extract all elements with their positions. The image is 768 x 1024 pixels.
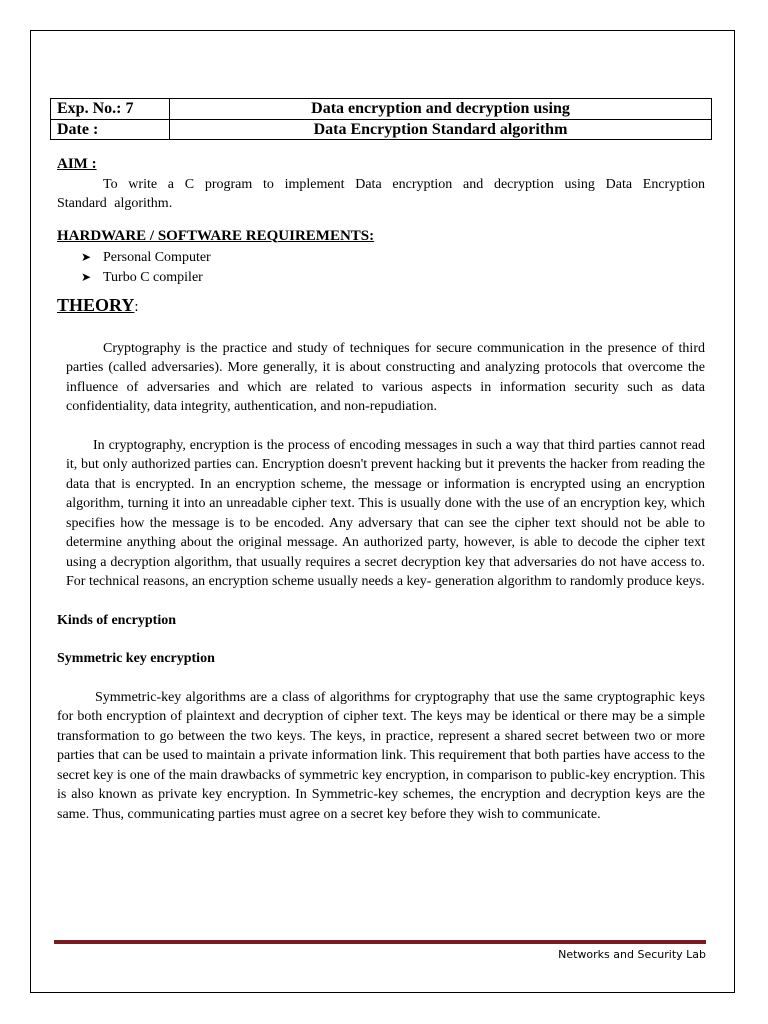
- list-item: [81, 248, 705, 268]
- exp-no-label: Exp. No.: 7: [51, 99, 169, 120]
- requirement-item-label: Turbo C compiler: [103, 270, 203, 286]
- document-body: [57, 155, 705, 824]
- requirement-item-label: Personal Computer: [103, 250, 211, 266]
- header-left-column: [51, 99, 170, 139]
- footer-lab-name: Networks and Security Lab: [558, 948, 706, 961]
- symmetric-key-heading: Symmetric key encryption: [57, 651, 215, 666]
- list-item: [81, 268, 705, 288]
- requirements-heading: HARDWARE / SOFTWARE REQUIREMENTS:: [57, 227, 375, 244]
- title-line-2: Data Encryption Standard algorithm: [313, 121, 568, 138]
- footer-divider: [54, 940, 706, 944]
- arrowhead-bullet-icon: ➤: [81, 250, 92, 265]
- arrowhead-bullet-icon: ➤: [81, 270, 92, 285]
- theory-heading-text: THEORY: [57, 295, 135, 315]
- theory-paragraph-2: In cryptography, encryption is the process of encoding messages in such a way that third parties cannot read it, but only authorized parties can. Encryption doesn't prevent hacking but it prevents the hacker from reading the data that is encrypted. In an encryption scheme, the message or information is encrypted using an encryption algorithm, turning it into an unreadable cipher text. This is usually done with the use of an encryption key, which specifies how the message is to be encoded. Any adversary that can see the cipher text should not be able to determine anything about the original message. An authorized party, however, is able to decode the cipher text using a decryption algorithm, that usually requires a secret decryption key that adversaries do not have access to. For technical reasons, an encryption scheme usually needs a key- generation algorithm to randomly produce keys.: [66, 437, 705, 589]
- date-label: Date :: [57, 121, 99, 138]
- theory-heading: [57, 296, 705, 318]
- requirements-list: [57, 248, 705, 288]
- theory-heading-colon: :: [134, 299, 139, 315]
- theory-paragraph-1: Cryptography is the practice and study of techniques for secure communication in the presence of third parties (called adversaries). More generally, it is about constructing and analyzing protocols that overcome the influence of adversaries and which are related to various aspects in information security such as data confidentiality, data integrity, authentication, and non-repudiation.: [66, 340, 705, 414]
- experiment-header-table: [50, 98, 712, 140]
- header-title-column: [170, 99, 711, 139]
- title-line-1: Data encryption and decryption using: [170, 99, 711, 120]
- aim-text: To write a C program to implement Data encryption and decryption using Data Encryption Standard algorithm.: [57, 176, 705, 211]
- kinds-of-encryption-heading: Kinds of encryption: [57, 612, 177, 628]
- symmetric-key-paragraph: Symmetric-key algorithms are a class of algorithms for cryptography that use the same cryptographic keys for both encryption of plaintext and decryption of cipher text. The keys may be identical or there may be a simple transformation to go between the two keys. The keys, in practice, represent a shared secret between two or more parties that can be used to maintain a private information link. This requirement that both parties have access to the secret key is one of the main drawbacks of symmetric key encryption, in comparison to public-key encryption. This is also known as private key encryption. In Symmetric-key schemes, the encryption and decryption keys are the same. Thus, communicating parties must agree on a secret key before they wish to communicate.: [57, 689, 705, 822]
- aim-heading: AIM :: [57, 156, 97, 172]
